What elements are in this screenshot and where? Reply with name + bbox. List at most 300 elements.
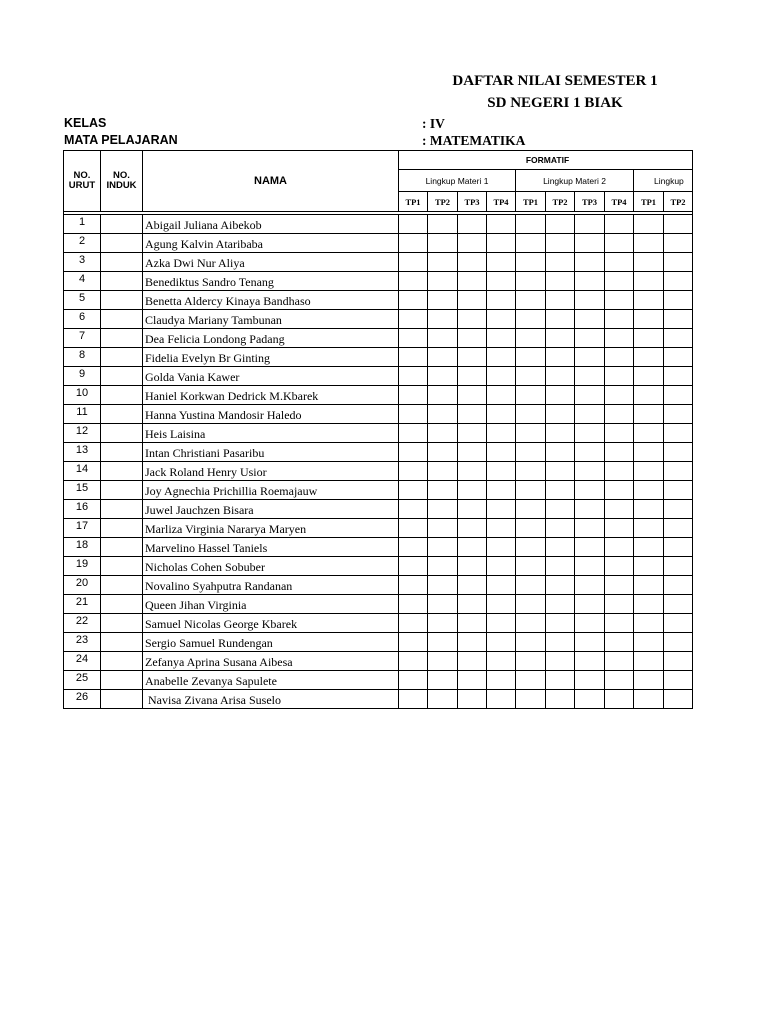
score-cell[interactable]	[458, 424, 487, 443]
score-cell[interactable]	[428, 329, 458, 348]
score-cell[interactable]	[428, 291, 458, 310]
score-cell[interactable]	[605, 690, 634, 709]
score-cell[interactable]	[458, 215, 487, 234]
score-cell[interactable]	[634, 500, 664, 519]
score-cell[interactable]	[516, 538, 546, 557]
score-cell[interactable]	[458, 367, 487, 386]
score-cell[interactable]	[634, 576, 664, 595]
score-cell[interactable]	[605, 481, 634, 500]
score-cell[interactable]	[664, 367, 693, 386]
score-cell[interactable]	[605, 234, 634, 253]
score-cell[interactable]	[664, 443, 693, 462]
score-cell[interactable]	[605, 443, 634, 462]
score-cell[interactable]	[399, 538, 428, 557]
score-cell[interactable]	[399, 215, 428, 234]
row-no-induk[interactable]	[101, 329, 143, 348]
score-cell[interactable]	[634, 538, 664, 557]
score-cell[interactable]	[399, 367, 428, 386]
score-cell[interactable]	[575, 329, 605, 348]
score-cell[interactable]	[634, 386, 664, 405]
score-cell[interactable]	[634, 671, 664, 690]
score-cell[interactable]	[575, 671, 605, 690]
score-cell[interactable]	[516, 614, 546, 633]
score-cell[interactable]	[605, 500, 634, 519]
score-cell[interactable]	[428, 538, 458, 557]
score-cell[interactable]	[516, 253, 546, 272]
row-no-induk[interactable]	[101, 557, 143, 576]
score-cell[interactable]	[428, 386, 458, 405]
score-cell[interactable]	[487, 557, 516, 576]
score-cell[interactable]	[664, 690, 693, 709]
score-cell[interactable]	[546, 538, 575, 557]
score-cell[interactable]	[575, 614, 605, 633]
score-cell[interactable]	[399, 500, 428, 519]
score-cell[interactable]	[605, 253, 634, 272]
score-cell[interactable]	[458, 329, 487, 348]
score-cell[interactable]	[516, 348, 546, 367]
score-cell[interactable]	[546, 671, 575, 690]
score-cell[interactable]	[516, 215, 546, 234]
header-formatif-label: FORMATIF	[525, 155, 570, 165]
score-cell[interactable]	[399, 557, 428, 576]
score-cell[interactable]	[546, 614, 575, 633]
score-cell[interactable]	[575, 633, 605, 652]
score-cell[interactable]	[458, 614, 487, 633]
score-cell[interactable]	[399, 652, 428, 671]
score-cell[interactable]	[458, 481, 487, 500]
score-cell[interactable]	[634, 310, 664, 329]
score-cell[interactable]	[546, 367, 575, 386]
score-cell[interactable]	[664, 329, 693, 348]
score-cell[interactable]	[546, 557, 575, 576]
score-cell[interactable]	[634, 291, 664, 310]
score-cell[interactable]	[664, 557, 693, 576]
row-no-induk[interactable]	[101, 462, 143, 481]
score-cell[interactable]	[575, 424, 605, 443]
score-cell[interactable]	[546, 481, 575, 500]
row-no-induk[interactable]	[101, 348, 143, 367]
score-cell[interactable]	[664, 424, 693, 443]
score-cell[interactable]	[605, 272, 634, 291]
score-cell[interactable]	[634, 272, 664, 291]
score-cell[interactable]	[428, 405, 458, 424]
score-cell[interactable]	[634, 253, 664, 272]
score-cell[interactable]	[487, 348, 516, 367]
score-cell[interactable]	[399, 633, 428, 652]
score-cell[interactable]	[664, 462, 693, 481]
score-cell[interactable]	[516, 234, 546, 253]
score-cell[interactable]	[664, 671, 693, 690]
score-cell[interactable]	[399, 291, 428, 310]
score-cell[interactable]	[546, 348, 575, 367]
score-cell[interactable]	[399, 671, 428, 690]
score-cell[interactable]	[399, 519, 428, 538]
score-cell[interactable]	[664, 386, 693, 405]
row-no-induk[interactable]	[101, 310, 143, 329]
score-cell[interactable]	[487, 424, 516, 443]
score-cell[interactable]	[428, 576, 458, 595]
row-nama: Benetta Aldercy Kinaya Bandhaso	[143, 291, 399, 310]
score-cell[interactable]	[458, 253, 487, 272]
row-no-induk[interactable]	[101, 443, 143, 462]
score-cell[interactable]	[546, 595, 575, 614]
score-cell[interactable]	[664, 405, 693, 424]
score-cell[interactable]	[546, 329, 575, 348]
row-no-induk[interactable]	[101, 671, 143, 690]
score-cell[interactable]	[428, 253, 458, 272]
score-cell[interactable]	[575, 272, 605, 291]
score-cell[interactable]	[546, 253, 575, 272]
score-cell[interactable]	[605, 386, 634, 405]
score-cell[interactable]	[575, 291, 605, 310]
score-cell[interactable]	[605, 405, 634, 424]
table-row	[64, 671, 693, 690]
score-cell[interactable]	[458, 557, 487, 576]
row-no-induk[interactable]	[101, 386, 143, 405]
score-cell[interactable]	[399, 348, 428, 367]
score-cell[interactable]	[516, 557, 546, 576]
score-cell[interactable]	[664, 481, 693, 500]
score-cell[interactable]	[428, 462, 458, 481]
score-cell[interactable]	[399, 595, 428, 614]
table-row	[64, 424, 693, 443]
score-cell[interactable]	[546, 291, 575, 310]
row-no-induk[interactable]	[101, 215, 143, 234]
score-cell[interactable]	[458, 500, 487, 519]
score-cell[interactable]	[458, 519, 487, 538]
row-no-induk[interactable]	[101, 424, 143, 443]
score-cell[interactable]	[664, 595, 693, 614]
score-cell[interactable]	[516, 519, 546, 538]
row-no-induk[interactable]	[101, 652, 143, 671]
row-no-induk[interactable]	[101, 500, 143, 519]
score-cell[interactable]	[487, 671, 516, 690]
score-cell[interactable]	[664, 519, 693, 538]
table-row	[64, 367, 693, 386]
row-no-urut: 8	[64, 348, 101, 367]
score-cell[interactable]	[575, 443, 605, 462]
score-cell[interactable]	[458, 576, 487, 595]
score-cell[interactable]	[487, 234, 516, 253]
score-cell[interactable]	[546, 215, 575, 234]
score-cell[interactable]	[399, 329, 428, 348]
score-cell[interactable]	[546, 405, 575, 424]
score-cell[interactable]	[428, 443, 458, 462]
score-cell[interactable]	[458, 291, 487, 310]
row-no-urut: 20	[64, 576, 101, 595]
score-cell[interactable]	[487, 614, 516, 633]
score-cell[interactable]	[634, 348, 664, 367]
score-cell[interactable]	[634, 215, 664, 234]
score-cell[interactable]	[428, 595, 458, 614]
score-cell[interactable]	[575, 576, 605, 595]
score-cell[interactable]	[664, 234, 693, 253]
score-cell[interactable]	[458, 272, 487, 291]
row-no-induk[interactable]	[101, 405, 143, 424]
score-cell[interactable]	[664, 272, 693, 291]
row-no-induk[interactable]	[101, 576, 143, 595]
score-cell[interactable]	[487, 519, 516, 538]
score-cell[interactable]	[664, 614, 693, 633]
score-cell[interactable]	[516, 310, 546, 329]
score-cell[interactable]	[605, 329, 634, 348]
score-cell[interactable]	[487, 405, 516, 424]
score-cell[interactable]	[516, 500, 546, 519]
score-cell[interactable]	[458, 234, 487, 253]
score-cell[interactable]	[458, 633, 487, 652]
score-cell[interactable]	[664, 253, 693, 272]
score-cell[interactable]	[605, 519, 634, 538]
score-cell[interactable]	[546, 652, 575, 671]
score-cell[interactable]	[516, 671, 546, 690]
score-cell[interactable]	[428, 272, 458, 291]
score-cell[interactable]	[399, 310, 428, 329]
score-cell[interactable]	[575, 405, 605, 424]
score-cell[interactable]	[487, 386, 516, 405]
score-cell[interactable]	[634, 424, 664, 443]
score-cell[interactable]	[458, 405, 487, 424]
score-cell[interactable]	[399, 386, 428, 405]
row-no-induk[interactable]	[101, 367, 143, 386]
score-cell[interactable]	[399, 234, 428, 253]
score-cell[interactable]	[546, 519, 575, 538]
score-cell[interactable]	[487, 443, 516, 462]
score-cell[interactable]	[605, 215, 634, 234]
score-cell[interactable]	[634, 405, 664, 424]
row-no-induk[interactable]	[101, 234, 143, 253]
score-cell[interactable]	[487, 690, 516, 709]
score-cell[interactable]	[428, 310, 458, 329]
score-cell[interactable]	[487, 310, 516, 329]
score-cell[interactable]	[546, 424, 575, 443]
row-no-induk[interactable]	[101, 253, 143, 272]
score-cell[interactable]	[575, 310, 605, 329]
score-cell[interactable]	[664, 215, 693, 234]
score-cell[interactable]	[458, 462, 487, 481]
score-cell[interactable]	[634, 329, 664, 348]
score-cell[interactable]	[458, 538, 487, 557]
score-cell[interactable]	[399, 481, 428, 500]
score-cell[interactable]	[516, 386, 546, 405]
score-cell[interactable]	[575, 386, 605, 405]
score-cell[interactable]	[605, 595, 634, 614]
score-cell[interactable]	[487, 462, 516, 481]
score-cell[interactable]	[428, 557, 458, 576]
score-cell[interactable]	[605, 367, 634, 386]
score-cell[interactable]	[428, 424, 458, 443]
score-cell[interactable]	[575, 481, 605, 500]
score-cell[interactable]	[575, 215, 605, 234]
score-cell[interactable]	[516, 424, 546, 443]
score-cell[interactable]	[487, 538, 516, 557]
row-no-induk[interactable]	[101, 614, 143, 633]
header-formatif	[399, 151, 693, 170]
score-cell[interactable]	[605, 614, 634, 633]
score-cell[interactable]	[605, 462, 634, 481]
score-cell[interactable]	[487, 291, 516, 310]
score-cell[interactable]	[634, 519, 664, 538]
score-cell[interactable]	[428, 614, 458, 633]
score-cell[interactable]	[575, 557, 605, 576]
table-row	[64, 690, 693, 709]
score-cell[interactable]	[546, 234, 575, 253]
row-no-induk[interactable]	[101, 633, 143, 652]
score-cell[interactable]	[605, 291, 634, 310]
score-cell[interactable]	[487, 253, 516, 272]
score-cell[interactable]	[575, 234, 605, 253]
row-no-induk[interactable]	[101, 291, 143, 310]
score-cell[interactable]	[516, 291, 546, 310]
score-cell[interactable]	[516, 329, 546, 348]
score-cell[interactable]	[634, 690, 664, 709]
score-cell[interactable]	[546, 690, 575, 709]
score-cell[interactable]	[428, 481, 458, 500]
score-cell[interactable]	[575, 519, 605, 538]
score-cell[interactable]	[487, 272, 516, 291]
score-cell[interactable]	[516, 443, 546, 462]
score-cell[interactable]	[634, 443, 664, 462]
score-cell[interactable]	[487, 215, 516, 234]
score-cell[interactable]	[634, 462, 664, 481]
score-cell[interactable]	[399, 690, 428, 709]
score-cell[interactable]	[428, 234, 458, 253]
score-cell[interactable]	[605, 310, 634, 329]
score-cell[interactable]	[487, 481, 516, 500]
score-cell[interactable]	[546, 462, 575, 481]
score-cell[interactable]	[487, 576, 516, 595]
row-no-induk[interactable]	[101, 519, 143, 538]
score-cell[interactable]	[428, 690, 458, 709]
score-cell[interactable]	[546, 633, 575, 652]
score-cell[interactable]	[634, 652, 664, 671]
score-cell[interactable]	[487, 633, 516, 652]
score-cell[interactable]	[575, 538, 605, 557]
score-cell[interactable]	[634, 367, 664, 386]
score-cell[interactable]	[546, 272, 575, 291]
score-cell[interactable]	[634, 595, 664, 614]
score-cell[interactable]	[399, 272, 428, 291]
score-cell[interactable]	[458, 652, 487, 671]
row-nama: Haniel Korkwan Dedrick M.Kbarek	[143, 386, 399, 405]
score-cell[interactable]	[546, 386, 575, 405]
score-cell[interactable]	[428, 500, 458, 519]
score-cell[interactable]	[399, 405, 428, 424]
score-cell[interactable]	[458, 595, 487, 614]
score-cell[interactable]	[664, 291, 693, 310]
score-cell[interactable]	[458, 690, 487, 709]
score-cell[interactable]	[458, 310, 487, 329]
score-cell[interactable]	[428, 633, 458, 652]
score-cell[interactable]	[664, 348, 693, 367]
header-tp: TP2	[664, 192, 693, 212]
score-cell[interactable]	[399, 576, 428, 595]
score-cell[interactable]	[428, 348, 458, 367]
score-cell[interactable]	[516, 652, 546, 671]
score-cell[interactable]	[575, 253, 605, 272]
score-cell[interactable]	[516, 576, 546, 595]
score-cell[interactable]	[605, 671, 634, 690]
score-cell[interactable]	[634, 614, 664, 633]
score-cell[interactable]	[516, 481, 546, 500]
row-no-induk[interactable]	[101, 595, 143, 614]
row-no-induk[interactable]	[101, 481, 143, 500]
score-cell[interactable]	[575, 652, 605, 671]
score-cell[interactable]	[487, 500, 516, 519]
score-cell[interactable]	[575, 500, 605, 519]
score-cell[interactable]	[399, 443, 428, 462]
score-cell[interactable]	[546, 443, 575, 462]
score-cell[interactable]	[428, 652, 458, 671]
row-nama: Jack Roland Henry Usior	[143, 462, 399, 481]
score-cell[interactable]	[428, 519, 458, 538]
score-cell[interactable]	[605, 538, 634, 557]
row-no-urut: 4	[64, 272, 101, 291]
score-cell[interactable]	[605, 348, 634, 367]
score-cell[interactable]	[458, 443, 487, 462]
score-cell[interactable]	[546, 500, 575, 519]
score-cell[interactable]	[487, 652, 516, 671]
score-cell[interactable]	[399, 462, 428, 481]
score-cell[interactable]	[605, 424, 634, 443]
score-cell[interactable]	[399, 253, 428, 272]
score-cell[interactable]	[516, 690, 546, 709]
score-cell[interactable]	[605, 652, 634, 671]
score-cell[interactable]	[605, 576, 634, 595]
score-cell[interactable]	[516, 405, 546, 424]
score-cell[interactable]	[516, 595, 546, 614]
score-cell[interactable]	[664, 576, 693, 595]
score-cell[interactable]	[458, 671, 487, 690]
score-cell[interactable]	[516, 462, 546, 481]
score-cell[interactable]	[575, 690, 605, 709]
row-nama: Juwel Jauchzen Bisara	[143, 500, 399, 519]
score-cell[interactable]	[664, 500, 693, 519]
score-cell[interactable]	[487, 367, 516, 386]
score-cell[interactable]	[516, 272, 546, 291]
score-cell[interactable]	[399, 424, 428, 443]
row-no-induk[interactable]	[101, 690, 143, 709]
score-cell[interactable]	[399, 614, 428, 633]
score-cell[interactable]	[575, 367, 605, 386]
score-cell[interactable]	[516, 633, 546, 652]
score-cell[interactable]	[634, 557, 664, 576]
score-cell[interactable]	[487, 595, 516, 614]
score-cell[interactable]	[546, 310, 575, 329]
score-cell[interactable]	[516, 367, 546, 386]
score-cell[interactable]	[575, 595, 605, 614]
row-no-induk[interactable]	[101, 538, 143, 557]
score-cell[interactable]	[428, 671, 458, 690]
score-cell[interactable]	[664, 633, 693, 652]
score-cell[interactable]	[575, 348, 605, 367]
score-cell[interactable]	[458, 386, 487, 405]
score-cell[interactable]	[428, 367, 458, 386]
score-cell[interactable]	[605, 557, 634, 576]
score-cell[interactable]	[634, 481, 664, 500]
score-cell[interactable]	[634, 633, 664, 652]
score-cell[interactable]	[546, 576, 575, 595]
score-cell[interactable]	[487, 329, 516, 348]
row-no-induk[interactable]	[101, 272, 143, 291]
score-cell[interactable]	[458, 348, 487, 367]
score-cell[interactable]	[634, 234, 664, 253]
score-cell[interactable]	[428, 215, 458, 234]
score-cell[interactable]	[664, 538, 693, 557]
score-cell[interactable]	[664, 652, 693, 671]
score-cell[interactable]	[575, 462, 605, 481]
score-cell[interactable]	[664, 310, 693, 329]
score-cell[interactable]	[605, 633, 634, 652]
